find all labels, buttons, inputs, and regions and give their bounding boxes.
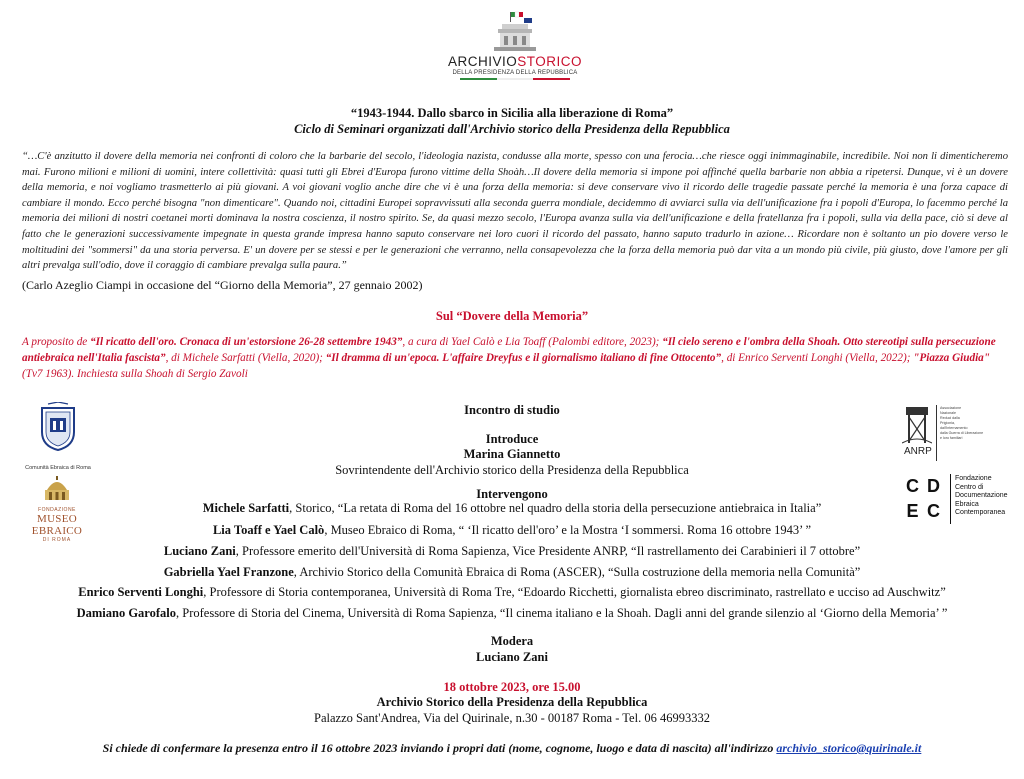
comunita-emblem-icon <box>36 402 80 452</box>
speaker-name: Gabriella Yael Franzone <box>163 565 294 579</box>
series-subtitle: Ciclo di Seminari organizzati dall'Archivio storico della Presidenza della Repubblica <box>294 122 730 136</box>
cdec-text-line: Contemporanea <box>955 509 1006 516</box>
comunita-label: Comunità Ebraica di Roma <box>25 465 91 471</box>
incontro-heading: Incontro di studio <box>464 403 560 417</box>
section-title: Sul “Dovere della Memoria” <box>435 309 589 323</box>
event-venue: Archivio Storico della Presidenza della Repubblica <box>376 695 648 709</box>
anrp-text-line: Nazionale <box>940 411 956 415</box>
modera-label: Modera <box>490 634 534 648</box>
logo-word-archivio: ARCHIVIO <box>447 54 518 69</box>
speaker-desc: , Museo Ebraico di Roma, “ ‘Il ricatto dell'oro’ e la Mostra ‘I sommersi. Roma 16 ottobre 1943’ ” <box>324 523 812 537</box>
cdec-text-line: Centro di <box>955 483 984 491</box>
palace-emblem-icon <box>440 10 590 54</box>
cdec-divider <box>950 474 951 524</box>
speaker-name: Enrico Serventi Longhi <box>78 585 204 599</box>
proposito-paragraph <box>22 334 1012 382</box>
comunita-ebraica-logo <box>22 402 94 470</box>
tricolor-bar <box>460 78 570 80</box>
speaker-desc: , Professore di Storia contemporanea, Università di Roma Tre, “Edoardo Ricchetti, giornalista ebreo discriminato, rastrellato e ucciso ad Auschwitz” <box>203 585 946 599</box>
rsvp-line <box>0 741 1024 756</box>
museo-city: DI ROMA <box>42 537 72 543</box>
watchtower-icon <box>902 405 932 445</box>
cdec-letter: E <box>906 501 919 521</box>
proposito-intro: A proposito de <box>22 336 91 348</box>
speaker-name: Luciano Zani <box>163 544 236 558</box>
anrp-text-line: dalla Guerra di Liberazione <box>940 431 984 435</box>
cdec-text-line: Ebraica <box>955 500 979 508</box>
speaker-row <box>0 501 1024 516</box>
modera-name: Luciano Zani <box>476 650 548 664</box>
cdec-letter: D <box>927 476 940 496</box>
proposito-credit-3: , di Enrico Serventi Longhi (Viella, 2022); <box>721 352 914 364</box>
speaker-row <box>0 565 1024 580</box>
rsvp-email-link[interactable]: archivio_storico@quirinale.it <box>776 741 922 755</box>
museo-top-label: FONDAZIONE <box>38 507 76 513</box>
introduce-name: Marina Giannetto <box>463 447 561 461</box>
speaker-desc: , Professore emerito dell'Università di Roma Sapienza, Vice Presidente ANRP, “Il rastrellamento dei Carabinieri il 7 ottobre” <box>235 544 861 558</box>
anrp-text-line: Reduci dalla <box>940 416 960 420</box>
ciampi-quote: “…C'è anzitutto il dovere della memoria nei confronti di coloro che la barbarie del secolo, l'ideologia nazista, condusse alla morte, spesso con una ferocia…che riesce oggi inimmaginabile, incredibile. Noi non li dimenticheremo mai. Furono milioni e milioni di uomini, intere collettività: quasi tutti gli Ebrei d'Europa furono vittime della Shoàh…Il dovere della memoria si impone poi affinché quella barbarie non abbia a ripetersi. Dunque, vi è un dovere della memoria, e noi vogliamo trasmetterlo ai più giovani. A voi giovani voglio anche dire che vi è una forza della memoria: si deve conservare vivo il ricordo delle tragedie passate perché la memoria è una forza capace di cambiare il mondo. Ecco perché bisogna "non dimenticare". Quando noi, cittadini Europei sopravvissuti alla seconda guerra mondiale, decidemmo di avviarci sulla via dell'unificazione fra i popoli d'Europa, lo facemmo perché la memoria dei milioni di nostri coetanei morti dominava la nostra coscienza, il nostro spirito. Se, da quasi mezzo secolo, l'Europa avanza sulla via dell'unificazione e della fratellanza fra i popoli, sulla via della pace, ciò si deve al fatto che le generazioni successivamente impegnate in questa grande impresa hanno saputo conservare nei loro cuori il ricordo del passato, hanno saputo tradurlo in azione… Ricordare non è soltanto un pio dovere verso le moltitudini dei "sommersi" da una storia perversa. E' un dovere per se stessi e per le generazioni che verranno, nella consapevolezza che la forza della memoria può dar vita a un mondo più civile, più giusto, dove l'amore per gli altri prevalga sull'odio, dove il coraggio di cambiare prevalga sulla paura.” <box>22 151 1008 272</box>
anrp-text-line: dall'Internamento <box>940 426 968 430</box>
archivio-logo <box>440 10 590 78</box>
speaker-desc: , Archivio Storico della Comunità Ebraica di Roma (ASCER), “Sulla costruzione della memoria nella Comunità” <box>293 565 861 579</box>
anrp-label: ANRP <box>904 446 932 457</box>
rsvp-text: Si chiede di confermare la presenza entro il 16 ottobre 2023 inviando i propri dati (nome, cognome, luogo e data di nascita) all'indirizzo <box>102 741 777 755</box>
speaker-row <box>0 544 1024 559</box>
speaker-row <box>0 523 1024 538</box>
museo-name: MUSEO EBRAICO <box>31 513 83 537</box>
cdec-logo <box>902 474 1012 530</box>
cdec-text-line: Documentazione <box>955 492 1008 499</box>
logo-subtitle: DELLA PRESIDENZA DELLA REPUBBLICA <box>452 70 578 76</box>
series-title: “1943-1944. Dallo sbarco in Sicilia alla liberazione di Roma” <box>350 106 674 120</box>
speaker-desc: , Professore di Storia del Cinema, Università di Roma Sapienza, “Il cinema italiano e la Shoah. Dagli anni del grande silenzio al ‘Giorno della Memoria’ ” <box>176 606 948 620</box>
logo-word-storico: STORICO <box>517 54 583 69</box>
film-title-piazza-giudia: "Piazza Giudia" <box>913 352 990 364</box>
speaker-name: Lia Toaff e Yael Calò <box>212 523 325 537</box>
speaker-name: Damiano Garofalo <box>76 606 176 620</box>
event-address: Palazzo Sant'Andrea, Via del Quirinale, n.30 - 00187 Roma - Tel. 06 46993332 <box>314 711 710 725</box>
anrp-divider <box>936 405 937 461</box>
proposito-credit-2: , di Michele Sarfatti (Viella, 2020); <box>165 352 326 364</box>
intervengono-label: Intervengono <box>476 487 548 501</box>
cdec-letter: C <box>906 476 919 496</box>
proposito-credit-4: (Tv7 1963). Inchiesta sulla Shoah di Sergio Zavoli <box>22 368 248 380</box>
speaker-row <box>0 606 1024 621</box>
speaker-row <box>0 585 1024 600</box>
book-title-cielo-sereno: “Il cielo sereno e l'ombra della Shoah. Otto stereotipi sulla persecuzione antiebraica nell'Italia fascista” <box>22 336 996 364</box>
cdec-letter: C <box>927 501 940 521</box>
anrp-text-line: Associazione <box>940 406 962 410</box>
introduce-role: Sovrintendente dell'Archivio storico della Presidenza della Repubblica <box>335 463 689 477</box>
anrp-text-line: Prigionia, <box>940 421 955 425</box>
speaker-name: Michele Sarfatti <box>202 501 290 515</box>
book-title-dramma: “Il dramma di un'epoca. L'affaire Dreyfus e il giornalismo italiano di fine Ottocento” <box>325 352 722 364</box>
quote-attribution: (Carlo Azeglio Ciampi in occasione del “Giorno della Memoria”, 27 gennaio 2002) <box>22 278 423 292</box>
anrp-logo <box>900 405 990 463</box>
cdec-text-line: Fondazione <box>955 475 992 482</box>
proposito-credit-1: , a cura di Yael Calò e Lia Toaff (Palombi editore, 2023); <box>402 336 663 348</box>
museo-ebraico-logo <box>20 476 94 544</box>
event-date: 18 ottobre 2023, ore 15.00 <box>443 680 581 694</box>
anrp-text-line: e loro familiari <box>940 436 963 440</box>
speaker-desc: , Storico, “La retata di Roma del 16 ottobre nel quadro della storia della persecuzione antiebraica in Italia” <box>289 501 822 515</box>
introduce-label: Introduce <box>485 432 539 446</box>
synagogue-dome-icon <box>41 476 73 502</box>
book-title-ricatto: “Il ricatto dell'oro. Cronaca di un'estorsione 26-28 settembre 1943” <box>90 336 403 348</box>
